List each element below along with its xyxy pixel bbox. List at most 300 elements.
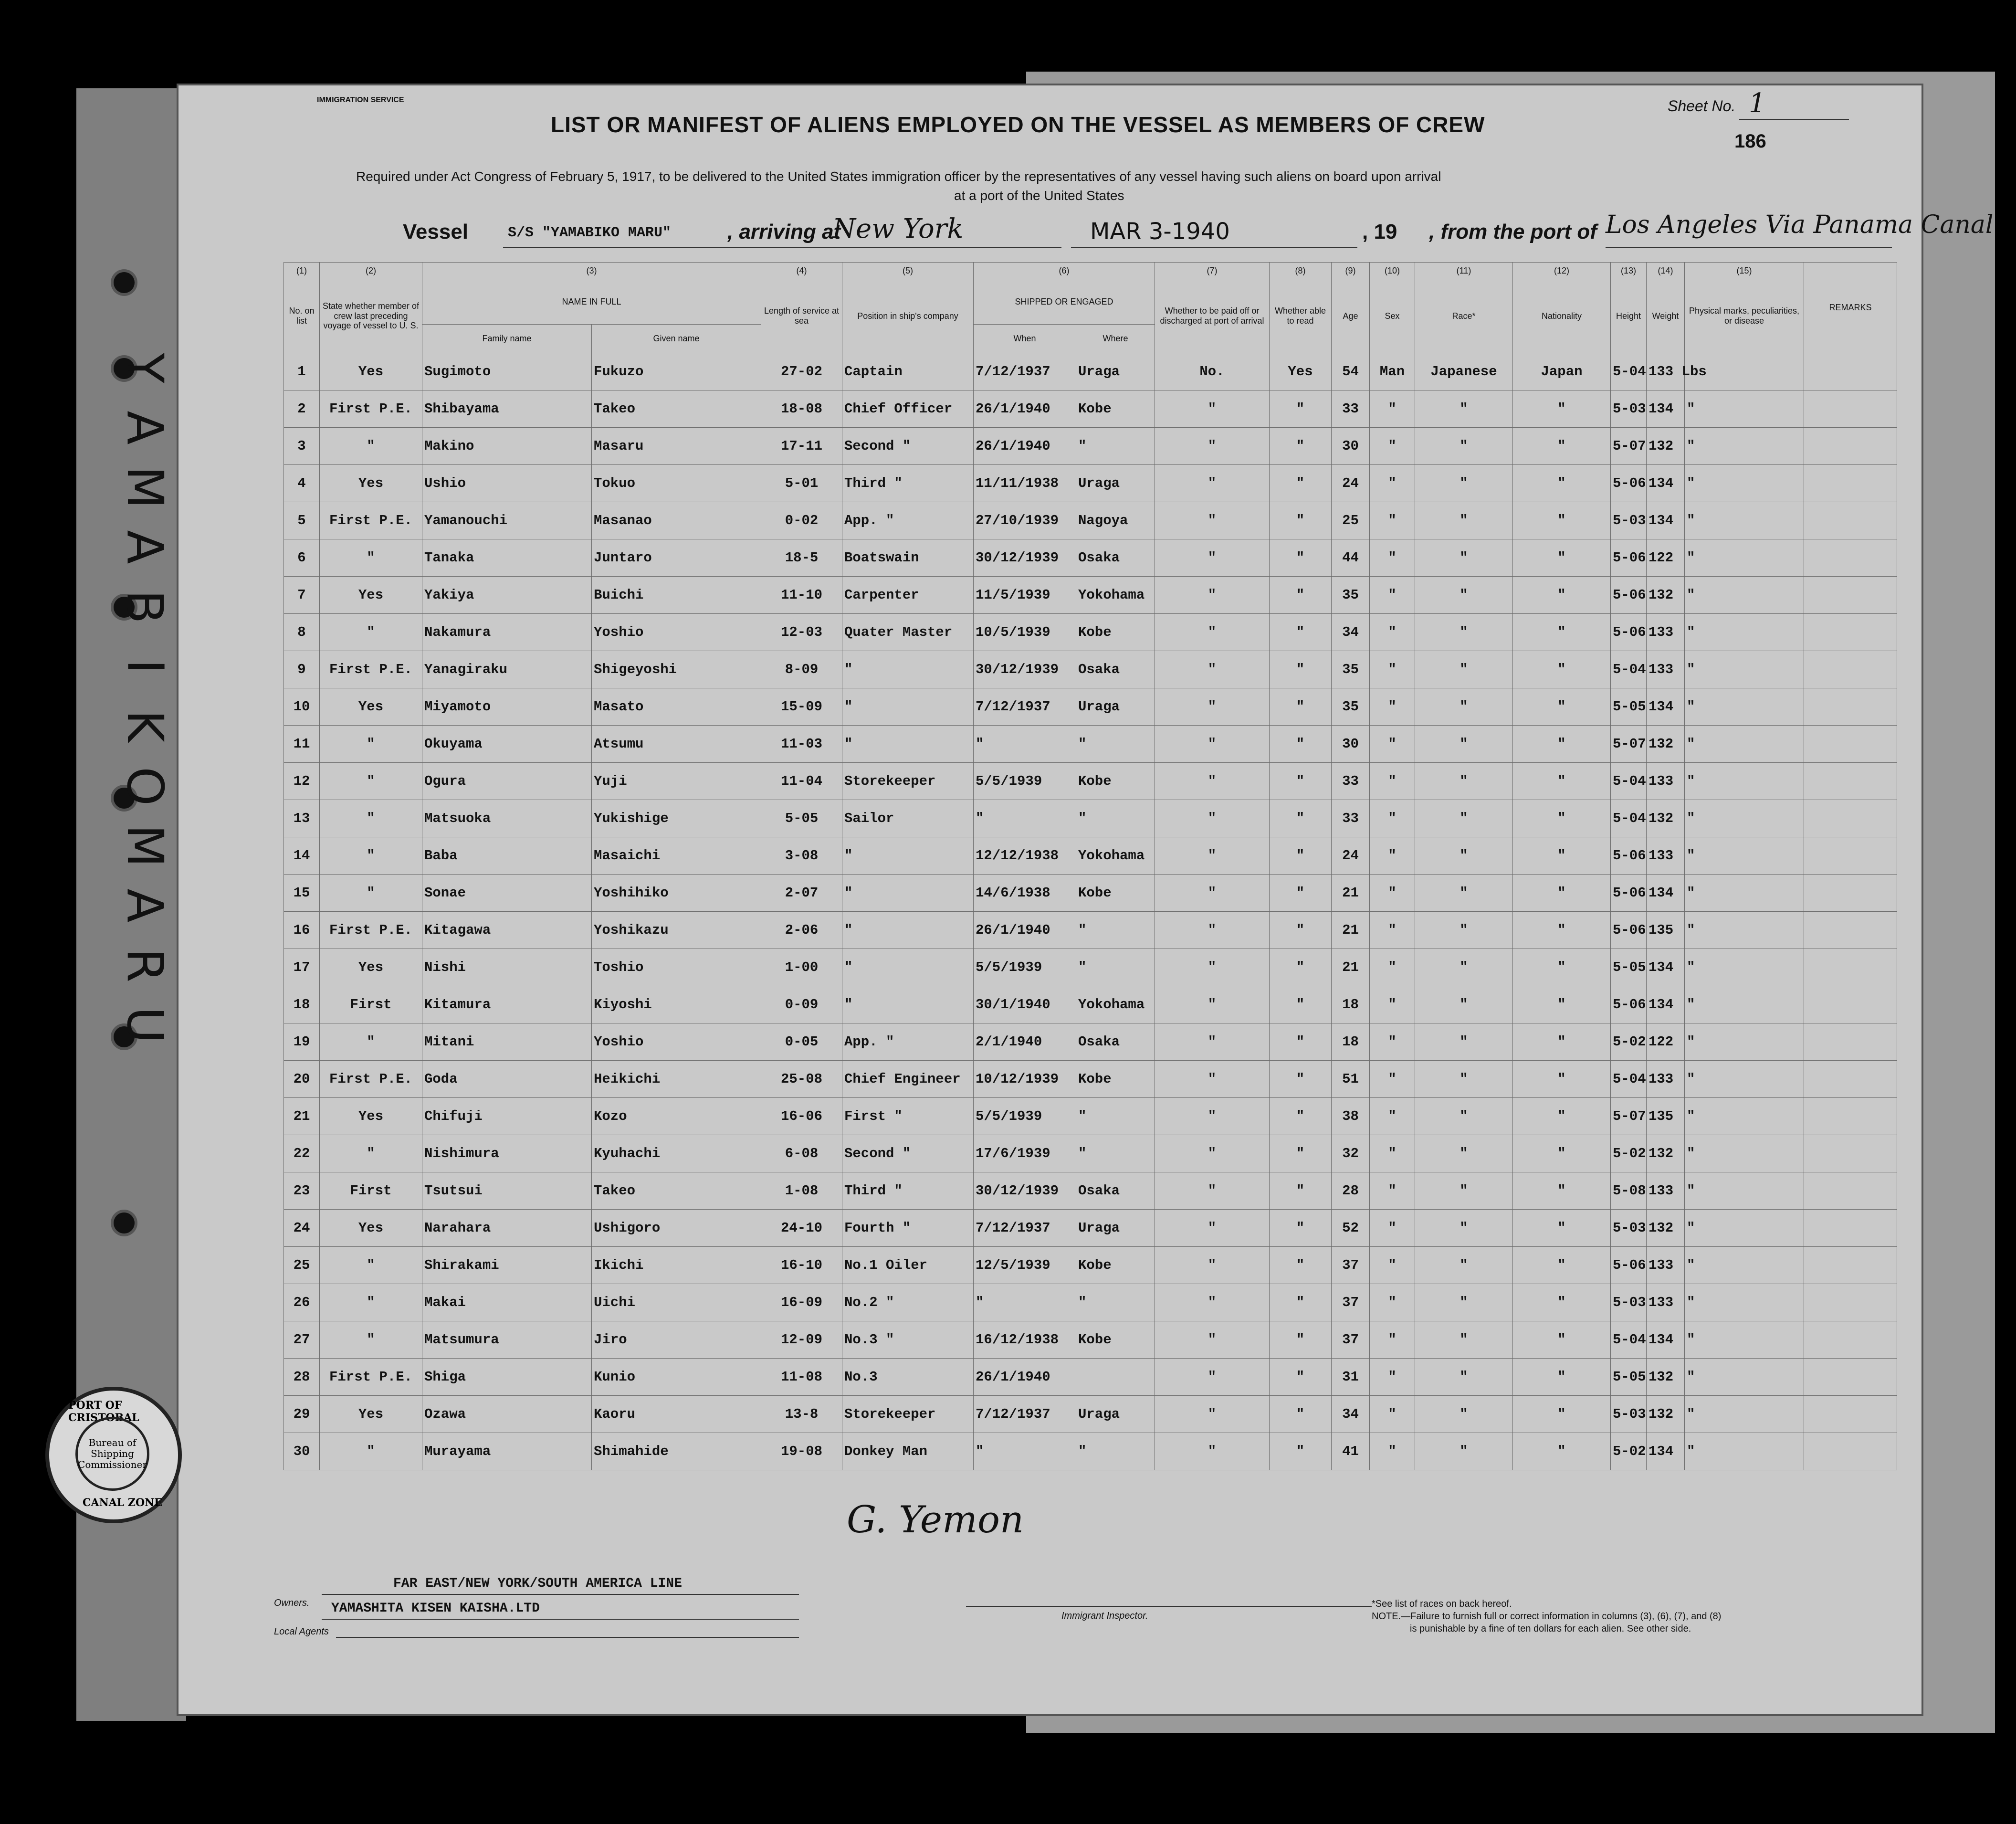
cell-given-name: Masaichi (592, 837, 761, 875)
side-label-letter: U (116, 1006, 174, 1043)
cell-height: 5-04 (1611, 1061, 1647, 1098)
side-label-letter: B (116, 590, 174, 624)
header-length-of-service: Length of service at sea (761, 279, 842, 353)
header-height: Height (1611, 279, 1647, 353)
cell-shipped-when: 7/12/1937 (974, 353, 1076, 390)
side-label-letter: A (116, 411, 174, 445)
table-row (284, 614, 1897, 651)
cell-row-number: 19 (284, 1023, 320, 1061)
cell-position: No.3 " (842, 1321, 974, 1359)
cell-family-name: Tsutsui (422, 1172, 592, 1210)
cell-length-of-service: 19-08 (761, 1433, 842, 1470)
cell-previous-voyage: Yes (320, 465, 422, 502)
cell-remarks (1804, 577, 1897, 614)
cell-able-to-read: " (1270, 465, 1332, 502)
cell-nationality: " (1513, 875, 1611, 912)
cell-nationality: " (1513, 428, 1611, 465)
cell-shipped-where: Kobe (1076, 390, 1155, 428)
cell-length-of-service: 5-01 (761, 465, 842, 502)
cell-given-name: Fukuzo (592, 353, 761, 390)
cell-sex: " (1370, 1247, 1415, 1284)
cell-family-name: Nishi (422, 949, 592, 986)
owners-label: Owners. (274, 1598, 310, 1608)
cell-remarks (1804, 986, 1897, 1023)
cell-paid-off: " (1155, 428, 1270, 465)
cell-shipped-when: 30/12/1939 (974, 539, 1076, 577)
cell-shipped-where: " (1076, 1098, 1155, 1135)
cell-family-name: Shirakami (422, 1247, 592, 1284)
cell-race: " (1415, 949, 1513, 986)
cell-nationality: " (1513, 1321, 1611, 1359)
cell-weight: 132 (1647, 577, 1685, 614)
cell-length-of-service: 0-05 (761, 1023, 842, 1061)
cell-row-number: 8 (284, 614, 320, 651)
cell-nationality: " (1513, 912, 1611, 949)
cell-previous-voyage: " (320, 726, 422, 763)
cell-given-name: Kunio (592, 1359, 761, 1396)
stamp-center: Bureau of Shipping Commissioner (75, 1417, 149, 1491)
cell-paid-off: " (1155, 539, 1270, 577)
cell-nationality: " (1513, 688, 1611, 726)
cell-race: " (1415, 1284, 1513, 1321)
table-row (284, 986, 1897, 1023)
cell-nationality: " (1513, 1172, 1611, 1210)
cell-sex: " (1370, 614, 1415, 651)
cell-nationality: " (1513, 390, 1611, 428)
cell-given-name: Takeo (592, 1172, 761, 1210)
cell-given-name: Yoshikazu (592, 912, 761, 949)
cell-weight: 134 (1647, 1433, 1685, 1470)
cell-paid-off: " (1155, 465, 1270, 502)
line-name-rule (322, 1594, 799, 1595)
cell-previous-voyage: Yes (320, 949, 422, 986)
cell-height: 5-06 (1611, 986, 1647, 1023)
from-port-label: , from the port of (1429, 220, 1597, 243)
cell-age: 33 (1332, 763, 1370, 800)
cell-sex: " (1370, 1359, 1415, 1396)
cell-position: Carpenter (842, 577, 974, 614)
header-when: When (974, 325, 1076, 353)
cell-shipped-where: Kobe (1076, 763, 1155, 800)
cell-family-name: Yanagiraku (422, 651, 592, 688)
cell-position: " (842, 986, 974, 1023)
cell-shipped-when: 16/12/1938 (974, 1321, 1076, 1359)
table-row (284, 353, 1897, 390)
cell-shipped-where (1076, 1359, 1155, 1396)
cell-position: First " (842, 1098, 974, 1135)
cell-previous-voyage: First P.E. (320, 1359, 422, 1396)
cell-paid-off: " (1155, 1247, 1270, 1284)
table-row (284, 1321, 1897, 1359)
cell-height: 5-02 (1611, 1135, 1647, 1172)
cell-previous-voyage: " (320, 1023, 422, 1061)
cell-shipped-when: 30/12/1939 (974, 651, 1076, 688)
cell-previous-voyage: First P.E. (320, 1061, 422, 1098)
cell-length-of-service: 25-08 (761, 1061, 842, 1098)
table-row (284, 651, 1897, 688)
cell-paid-off: No. (1155, 353, 1270, 390)
vessel-label: Vessel (403, 220, 469, 243)
table-row (284, 1135, 1897, 1172)
cell-physical-marks: " (1685, 1023, 1804, 1061)
cell-given-name: Yukishige (592, 800, 761, 837)
cell-previous-voyage: Yes (320, 1098, 422, 1135)
page-number: 186 (1734, 131, 1766, 152)
cell-sex: " (1370, 465, 1415, 502)
cell-given-name: Shimahide (592, 1433, 761, 1470)
cell-shipped-when: 10/12/1939 (974, 1061, 1076, 1098)
cell-physical-marks: " (1685, 465, 1804, 502)
cell-race: " (1415, 465, 1513, 502)
cell-nationality: Japan (1513, 353, 1611, 390)
cell-previous-voyage: " (320, 1433, 422, 1470)
cell-given-name: Tokuo (592, 465, 761, 502)
cell-shipped-where: Kobe (1076, 1321, 1155, 1359)
cell-shipped-where: Kobe (1076, 1247, 1155, 1284)
cell-paid-off: " (1155, 763, 1270, 800)
cell-remarks (1804, 912, 1897, 949)
side-label-letter: O (116, 766, 174, 806)
cell-shipped-where: Osaka (1076, 1172, 1155, 1210)
cell-shipped-when: 10/5/1939 (974, 614, 1076, 651)
cell-row-number: 28 (284, 1359, 320, 1396)
cell-height: 5-08 (1611, 1172, 1647, 1210)
shipping-line-name: FAR EAST/NEW YORK/SOUTH AMERICA LINE (393, 1576, 682, 1591)
cell-nationality: " (1513, 1061, 1611, 1098)
cell-weight: 132 (1647, 1359, 1685, 1396)
cell-length-of-service: 1-00 (761, 949, 842, 986)
cell-weight: 133 (1647, 651, 1685, 688)
from-port-line (1606, 247, 1892, 248)
cell-family-name: Ushio (422, 465, 592, 502)
cell-paid-off: " (1155, 800, 1270, 837)
cell-height: 5-04 (1611, 763, 1647, 800)
cell-family-name: Baba (422, 837, 592, 875)
cell-given-name: Juntaro (592, 539, 761, 577)
cell-remarks (1804, 465, 1897, 502)
table-row (284, 1023, 1897, 1061)
table-row (284, 502, 1897, 539)
cell-family-name: Chifuji (422, 1098, 592, 1135)
cell-physical-marks: " (1685, 800, 1804, 837)
cell-shipped-where: Osaka (1076, 539, 1155, 577)
cell-length-of-service: 3-08 (761, 837, 842, 875)
cell-shipped-when: 17/6/1939 (974, 1135, 1076, 1172)
cell-row-number: 16 (284, 912, 320, 949)
cell-remarks (1804, 688, 1897, 726)
cell-length-of-service: 15-09 (761, 688, 842, 726)
cell-shipped-when: " (974, 726, 1076, 763)
cell-position: " (842, 688, 974, 726)
table-row (284, 1247, 1897, 1284)
cell-nationality: " (1513, 1098, 1611, 1135)
cell-weight: 132 (1647, 800, 1685, 837)
cell-age: 54 (1332, 353, 1370, 390)
vessel-name-handwritten-side (112, 343, 178, 1050)
cell-height: 5-04 (1611, 651, 1647, 688)
cell-sex: " (1370, 763, 1415, 800)
table-row (284, 390, 1897, 428)
cell-nationality: " (1513, 651, 1611, 688)
cell-family-name: Kitamura (422, 986, 592, 1023)
cell-position: " (842, 875, 974, 912)
col-num-14: (14) (1647, 263, 1685, 279)
cell-length-of-service: 12-03 (761, 614, 842, 651)
cell-previous-voyage: " (320, 1135, 422, 1172)
cell-weight: 122 (1647, 539, 1685, 577)
cell-sex: Man (1370, 353, 1415, 390)
cell-race: " (1415, 390, 1513, 428)
cell-remarks (1804, 1321, 1897, 1359)
cell-shipped-when: 11/5/1939 (974, 577, 1076, 614)
cell-position: App. " (842, 502, 974, 539)
cell-shipped-where: Nagoya (1076, 502, 1155, 539)
cell-shipped-where: " (1076, 912, 1155, 949)
cell-shipped-when: 30/12/1939 (974, 1172, 1076, 1210)
cell-race: " (1415, 614, 1513, 651)
cell-family-name: Miyamoto (422, 688, 592, 726)
cell-sex: " (1370, 1284, 1415, 1321)
cell-given-name: Toshio (592, 949, 761, 986)
cell-nationality: " (1513, 465, 1611, 502)
cell-age: 24 (1332, 837, 1370, 875)
cell-age: 52 (1332, 1210, 1370, 1247)
cell-weight: 133 (1647, 1061, 1685, 1098)
cell-row-number: 15 (284, 875, 320, 912)
cell-height: 5-07 (1611, 428, 1647, 465)
cell-length-of-service: 11-08 (761, 1359, 842, 1396)
cell-length-of-service: 0-09 (761, 986, 842, 1023)
cell-given-name: Yoshio (592, 1023, 761, 1061)
cell-previous-voyage: Yes (320, 688, 422, 726)
cell-given-name: Ushigoro (592, 1210, 761, 1247)
col-num-11: (11) (1415, 263, 1513, 279)
cell-shipped-where: " (1076, 428, 1155, 465)
cell-length-of-service: 13-8 (761, 1396, 842, 1433)
cell-shipped-when: 30/1/1940 (974, 986, 1076, 1023)
cell-position: " (842, 837, 974, 875)
col-num-8: (8) (1270, 263, 1332, 279)
cell-previous-voyage: Yes (320, 1210, 422, 1247)
cell-length-of-service: 24-10 (761, 1210, 842, 1247)
header-paid-off: Whether to be paid off or discharged at port of arrival (1155, 279, 1270, 353)
cell-sex: " (1370, 1321, 1415, 1359)
cell-height: 5-06 (1611, 837, 1647, 875)
cell-shipped-where: Yokohama (1076, 577, 1155, 614)
cell-able-to-read: " (1270, 688, 1332, 726)
cell-family-name: Narahara (422, 1210, 592, 1247)
cell-paid-off: " (1155, 912, 1270, 949)
cell-weight: 134 (1647, 390, 1685, 428)
cell-previous-voyage: " (320, 1247, 422, 1284)
cell-family-name: Sugimoto (422, 353, 592, 390)
cell-length-of-service: 18-08 (761, 390, 842, 428)
cell-height: 5-03 (1611, 1396, 1647, 1433)
cell-physical-marks: " (1685, 1210, 1804, 1247)
cell-given-name: Masato (592, 688, 761, 726)
cell-nationality: " (1513, 1396, 1611, 1433)
cell-able-to-read: " (1270, 1172, 1332, 1210)
cell-weight: 133 (1647, 614, 1685, 651)
cell-able-to-read: " (1270, 1359, 1332, 1396)
side-label-letter: K (116, 710, 174, 743)
cell-length-of-service: 1-08 (761, 1172, 842, 1210)
cell-row-number: 9 (284, 651, 320, 688)
cell-row-number: 26 (284, 1284, 320, 1321)
cell-paid-off: " (1155, 1172, 1270, 1210)
cell-position: " (842, 949, 974, 986)
cell-able-to-read: " (1270, 1433, 1332, 1470)
cell-able-to-read: " (1270, 614, 1332, 651)
cell-height: 5-06 (1611, 465, 1647, 502)
cell-age: 32 (1332, 1135, 1370, 1172)
cell-shipped-when: " (974, 800, 1076, 837)
cell-height: 5-06 (1611, 614, 1647, 651)
cell-paid-off: " (1155, 1433, 1270, 1470)
cell-position: No.2 " (842, 1284, 974, 1321)
cell-row-number: 4 (284, 465, 320, 502)
cell-physical-marks: " (1685, 726, 1804, 763)
cell-previous-voyage: First P.E. (320, 651, 422, 688)
sheet-number: 1 (1749, 88, 1766, 119)
cell-paid-off: " (1155, 1396, 1270, 1433)
cell-age: 51 (1332, 1061, 1370, 1098)
cell-sex: " (1370, 1433, 1415, 1470)
cell-family-name: Shibayama (422, 390, 592, 428)
cell-row-number: 18 (284, 986, 320, 1023)
table-row (284, 539, 1897, 577)
cell-shipped-when: 2/1/1940 (974, 1023, 1076, 1061)
header-position: Position in ship's company (842, 279, 974, 353)
cell-able-to-read: " (1270, 577, 1332, 614)
cell-nationality: " (1513, 539, 1611, 577)
cell-shipped-where: " (1076, 1284, 1155, 1321)
subtitle-line1: Required under Act Congress of February 5, 1917, to be delivered to the United States immigration officer by the representatives of any vessel having such aliens on board upon arrival (356, 169, 1441, 184)
cell-race: " (1415, 539, 1513, 577)
cell-able-to-read: " (1270, 800, 1332, 837)
cell-paid-off: " (1155, 651, 1270, 688)
cell-family-name: Ogura (422, 763, 592, 800)
cell-nationality: " (1513, 986, 1611, 1023)
cell-height: 5-02 (1611, 1433, 1647, 1470)
cell-sex: " (1370, 390, 1415, 428)
cell-remarks (1804, 651, 1897, 688)
cell-weight: 134 (1647, 1321, 1685, 1359)
cell-sex: " (1370, 539, 1415, 577)
header-race: Race* (1415, 279, 1513, 353)
col-num-7: (7) (1155, 263, 1270, 279)
cell-race: " (1415, 651, 1513, 688)
cell-weight: 133 Lbs (1647, 353, 1685, 390)
table-row (284, 428, 1897, 465)
cell-physical-marks: " (1685, 1247, 1804, 1284)
cell-height: 5-06 (1611, 912, 1647, 949)
cell-physical-marks: " (1685, 837, 1804, 875)
cell-race: " (1415, 577, 1513, 614)
cell-able-to-read: " (1270, 1284, 1332, 1321)
race-note: *See list of races on back hereof. (1372, 1599, 1512, 1609)
cell-family-name: Shiga (422, 1359, 592, 1396)
cell-weight: 132 (1647, 726, 1685, 763)
binder-hole (114, 1212, 135, 1234)
cell-age: 41 (1332, 1433, 1370, 1470)
cell-remarks (1804, 1135, 1897, 1172)
cell-race: " (1415, 502, 1513, 539)
cell-row-number: 22 (284, 1135, 320, 1172)
cell-physical-marks: " (1685, 502, 1804, 539)
cell-length-of-service: 16-09 (761, 1284, 842, 1321)
header-remarks: REMARKS (1804, 263, 1897, 353)
cell-remarks (1804, 1023, 1897, 1061)
cell-row-number: 17 (284, 949, 320, 986)
cell-remarks (1804, 428, 1897, 465)
cell-age: 38 (1332, 1098, 1370, 1135)
cell-age: 37 (1332, 1247, 1370, 1284)
cell-height: 5-05 (1611, 949, 1647, 986)
cell-sex: " (1370, 1098, 1415, 1135)
cell-remarks (1804, 726, 1897, 763)
cell-nationality: " (1513, 837, 1611, 875)
cell-length-of-service: 2-07 (761, 875, 842, 912)
cell-paid-off: " (1155, 614, 1270, 651)
cell-race: " (1415, 1172, 1513, 1210)
cell-remarks (1804, 1098, 1897, 1135)
col-num-5: (5) (842, 263, 974, 279)
cell-height: 5-06 (1611, 577, 1647, 614)
cell-height: 5-05 (1611, 688, 1647, 726)
cell-remarks (1804, 1172, 1897, 1210)
cell-race: " (1415, 688, 1513, 726)
cell-sex: " (1370, 726, 1415, 763)
cell-physical-marks: " (1685, 1433, 1804, 1470)
cell-weight: 135 (1647, 1098, 1685, 1135)
cell-position: No.1 Oiler (842, 1247, 974, 1284)
cell-remarks (1804, 1359, 1897, 1396)
cell-height: 5-07 (1611, 1098, 1647, 1135)
cell-paid-off: " (1155, 688, 1270, 726)
table-row (284, 577, 1897, 614)
inspector-line (966, 1606, 1372, 1607)
cell-length-of-service: 27-02 (761, 353, 842, 390)
col-num-13: (13) (1611, 263, 1647, 279)
cell-height: 5-03 (1611, 502, 1647, 539)
cell-sex: " (1370, 875, 1415, 912)
cell-previous-voyage: " (320, 837, 422, 875)
cell-paid-off: " (1155, 1284, 1270, 1321)
cell-position: " (842, 651, 974, 688)
cell-nationality: " (1513, 1433, 1611, 1470)
cell-height: 5-06 (1611, 1247, 1647, 1284)
cell-weight: 134 (1647, 465, 1685, 502)
cell-length-of-service: 5-05 (761, 800, 842, 837)
cell-given-name: Buichi (592, 577, 761, 614)
cell-nationality: " (1513, 726, 1611, 763)
cell-position: App. " (842, 1023, 974, 1061)
cell-able-to-read: Yes (1270, 353, 1332, 390)
cell-age: 21 (1332, 912, 1370, 949)
cell-height: 5-03 (1611, 1284, 1647, 1321)
cell-sex: " (1370, 800, 1415, 837)
cell-shipped-when: 5/5/1939 (974, 763, 1076, 800)
vessel-name: S/S "YAMABIKO MARU" (508, 225, 672, 241)
cell-sex: " (1370, 837, 1415, 875)
cell-row-number: 2 (284, 390, 320, 428)
side-label-letter: I (116, 659, 174, 674)
cell-height: 5-06 (1611, 539, 1647, 577)
cell-age: 37 (1332, 1284, 1370, 1321)
cell-shipped-when: " (974, 1433, 1076, 1470)
table-row (284, 875, 1897, 912)
